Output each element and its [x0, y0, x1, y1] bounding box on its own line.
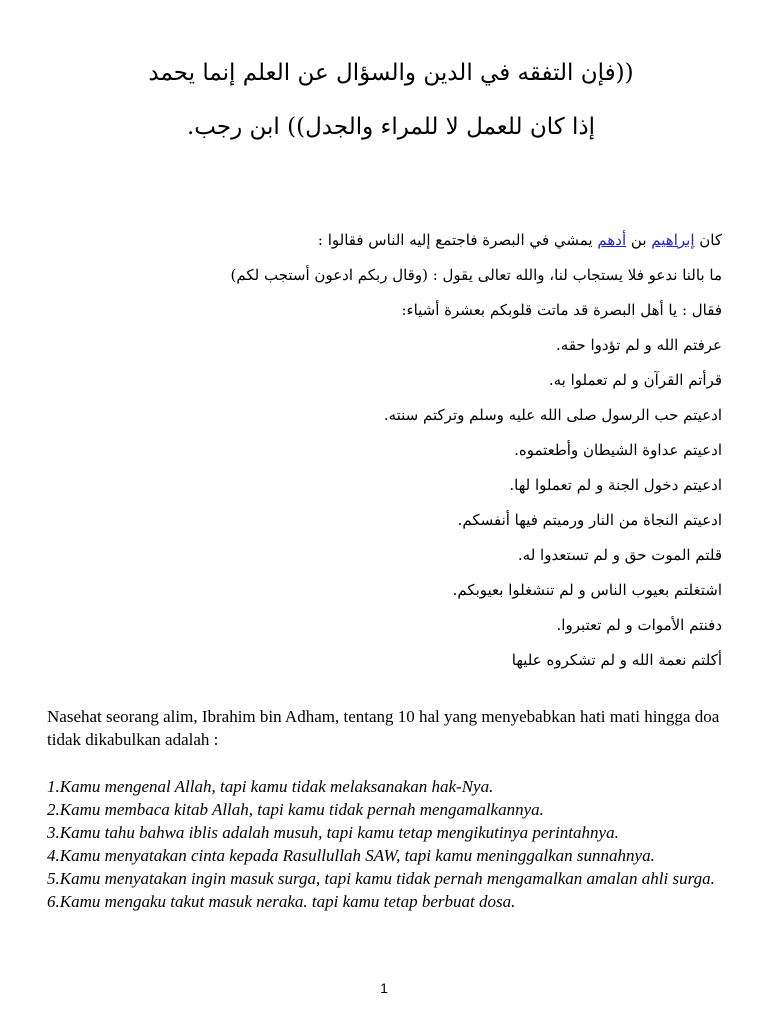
nasehat-item: 3.Kamu tahu bahwa iblis adalah musuh, tapi kamu tetap mengikutinya perintahnya. — [47, 823, 619, 842]
nasehat-item: 1.Kamu mengenal Allah, tapi kamu tidak melaksanakan hak-Nya. — [47, 777, 494, 796]
nasehat-intro: Nasehat seorang alim, Ibrahim bin Adham, tentang 10 hal yang menyebabkan hati mati hingga doa tidak dikabulkan adalah : — [47, 707, 720, 749]
quote-line-1: ((فإن التفقه في الدين والسؤال عن العلم إنما يحمد — [148, 60, 634, 86]
ibrahim-link[interactable]: إبراهيم — [651, 231, 695, 249]
quote-line-2: إذا كان للعمل لا للمراء والجدل)) ابن رجب. — [186, 114, 595, 140]
story-line: عرفتم الله و لم تؤدوا حقه. — [556, 336, 722, 354]
nasehat-item: 6.Kamu mengaku takut masuk neraka. tapi kamu tetap berbuat dosa. — [47, 892, 516, 911]
nasehat-item: 5.Kamu menyatakan ingin masuk surga, tapi kamu tidak pernah mengamalkan amalan ahli surga. — [47, 869, 715, 888]
story-intro-mid: بن — [626, 231, 652, 249]
story-line: ادعيتم حب الرسول صلى الله عليه وسلم وتركتم سنته. — [383, 406, 722, 424]
story-intro-before: كان — [694, 231, 722, 249]
story-line: دفنتم الأموات و لم تعتبروا. — [556, 616, 722, 634]
story-intro-line — [42, 229, 722, 251]
story-line: ادعيتم النجاة من النار ورميتم فيها أنفسكم. — [457, 511, 722, 529]
story-line: ادعيتم عداوة الشيطان وأطعتموه. — [514, 441, 722, 459]
page-number: 1 — [380, 980, 388, 996]
story-line: قرأتم القرآن و لم تعملوا به. — [548, 371, 722, 389]
story-line: فقال : يا أهل البصرة قد ماتت قلوبكم بعشرة أشياء: — [401, 301, 722, 319]
nasehat-item: 4.Kamu menyatakan cinta kepada Rasullullah SAW, tapi kamu meninggalkan sunnahnya. — [47, 846, 655, 865]
story-line: ما بالنا ندعو فلا يستجاب لنا، والله تعالى يقول : (وقال ربكم ادعون أستجب لكم) — [230, 266, 722, 284]
story-line: قلتم الموت حق و لم تستعدوا له. — [517, 546, 722, 564]
story-line: ادعيتم دخول الجنة و لم تعملوا لها. — [509, 476, 722, 494]
story-line: أكلتم نعمة الله و لم تشكروه عليها — [511, 651, 722, 669]
nasehat-list — [47, 775, 727, 913]
adham-link[interactable]: أدهم — [597, 231, 627, 249]
story-intro-after: يمشي في البصرة فاجتمع إليه الناس فقالوا : — [317, 231, 598, 249]
story-line: اشتغلتم بعيوب الناس و لم تنشغلوا بعيوبكم. — [452, 581, 722, 599]
nasehat-item: 2.Kamu membaca kitab Allah, tapi kamu tidak pernah mengamalkannya. — [47, 800, 544, 819]
